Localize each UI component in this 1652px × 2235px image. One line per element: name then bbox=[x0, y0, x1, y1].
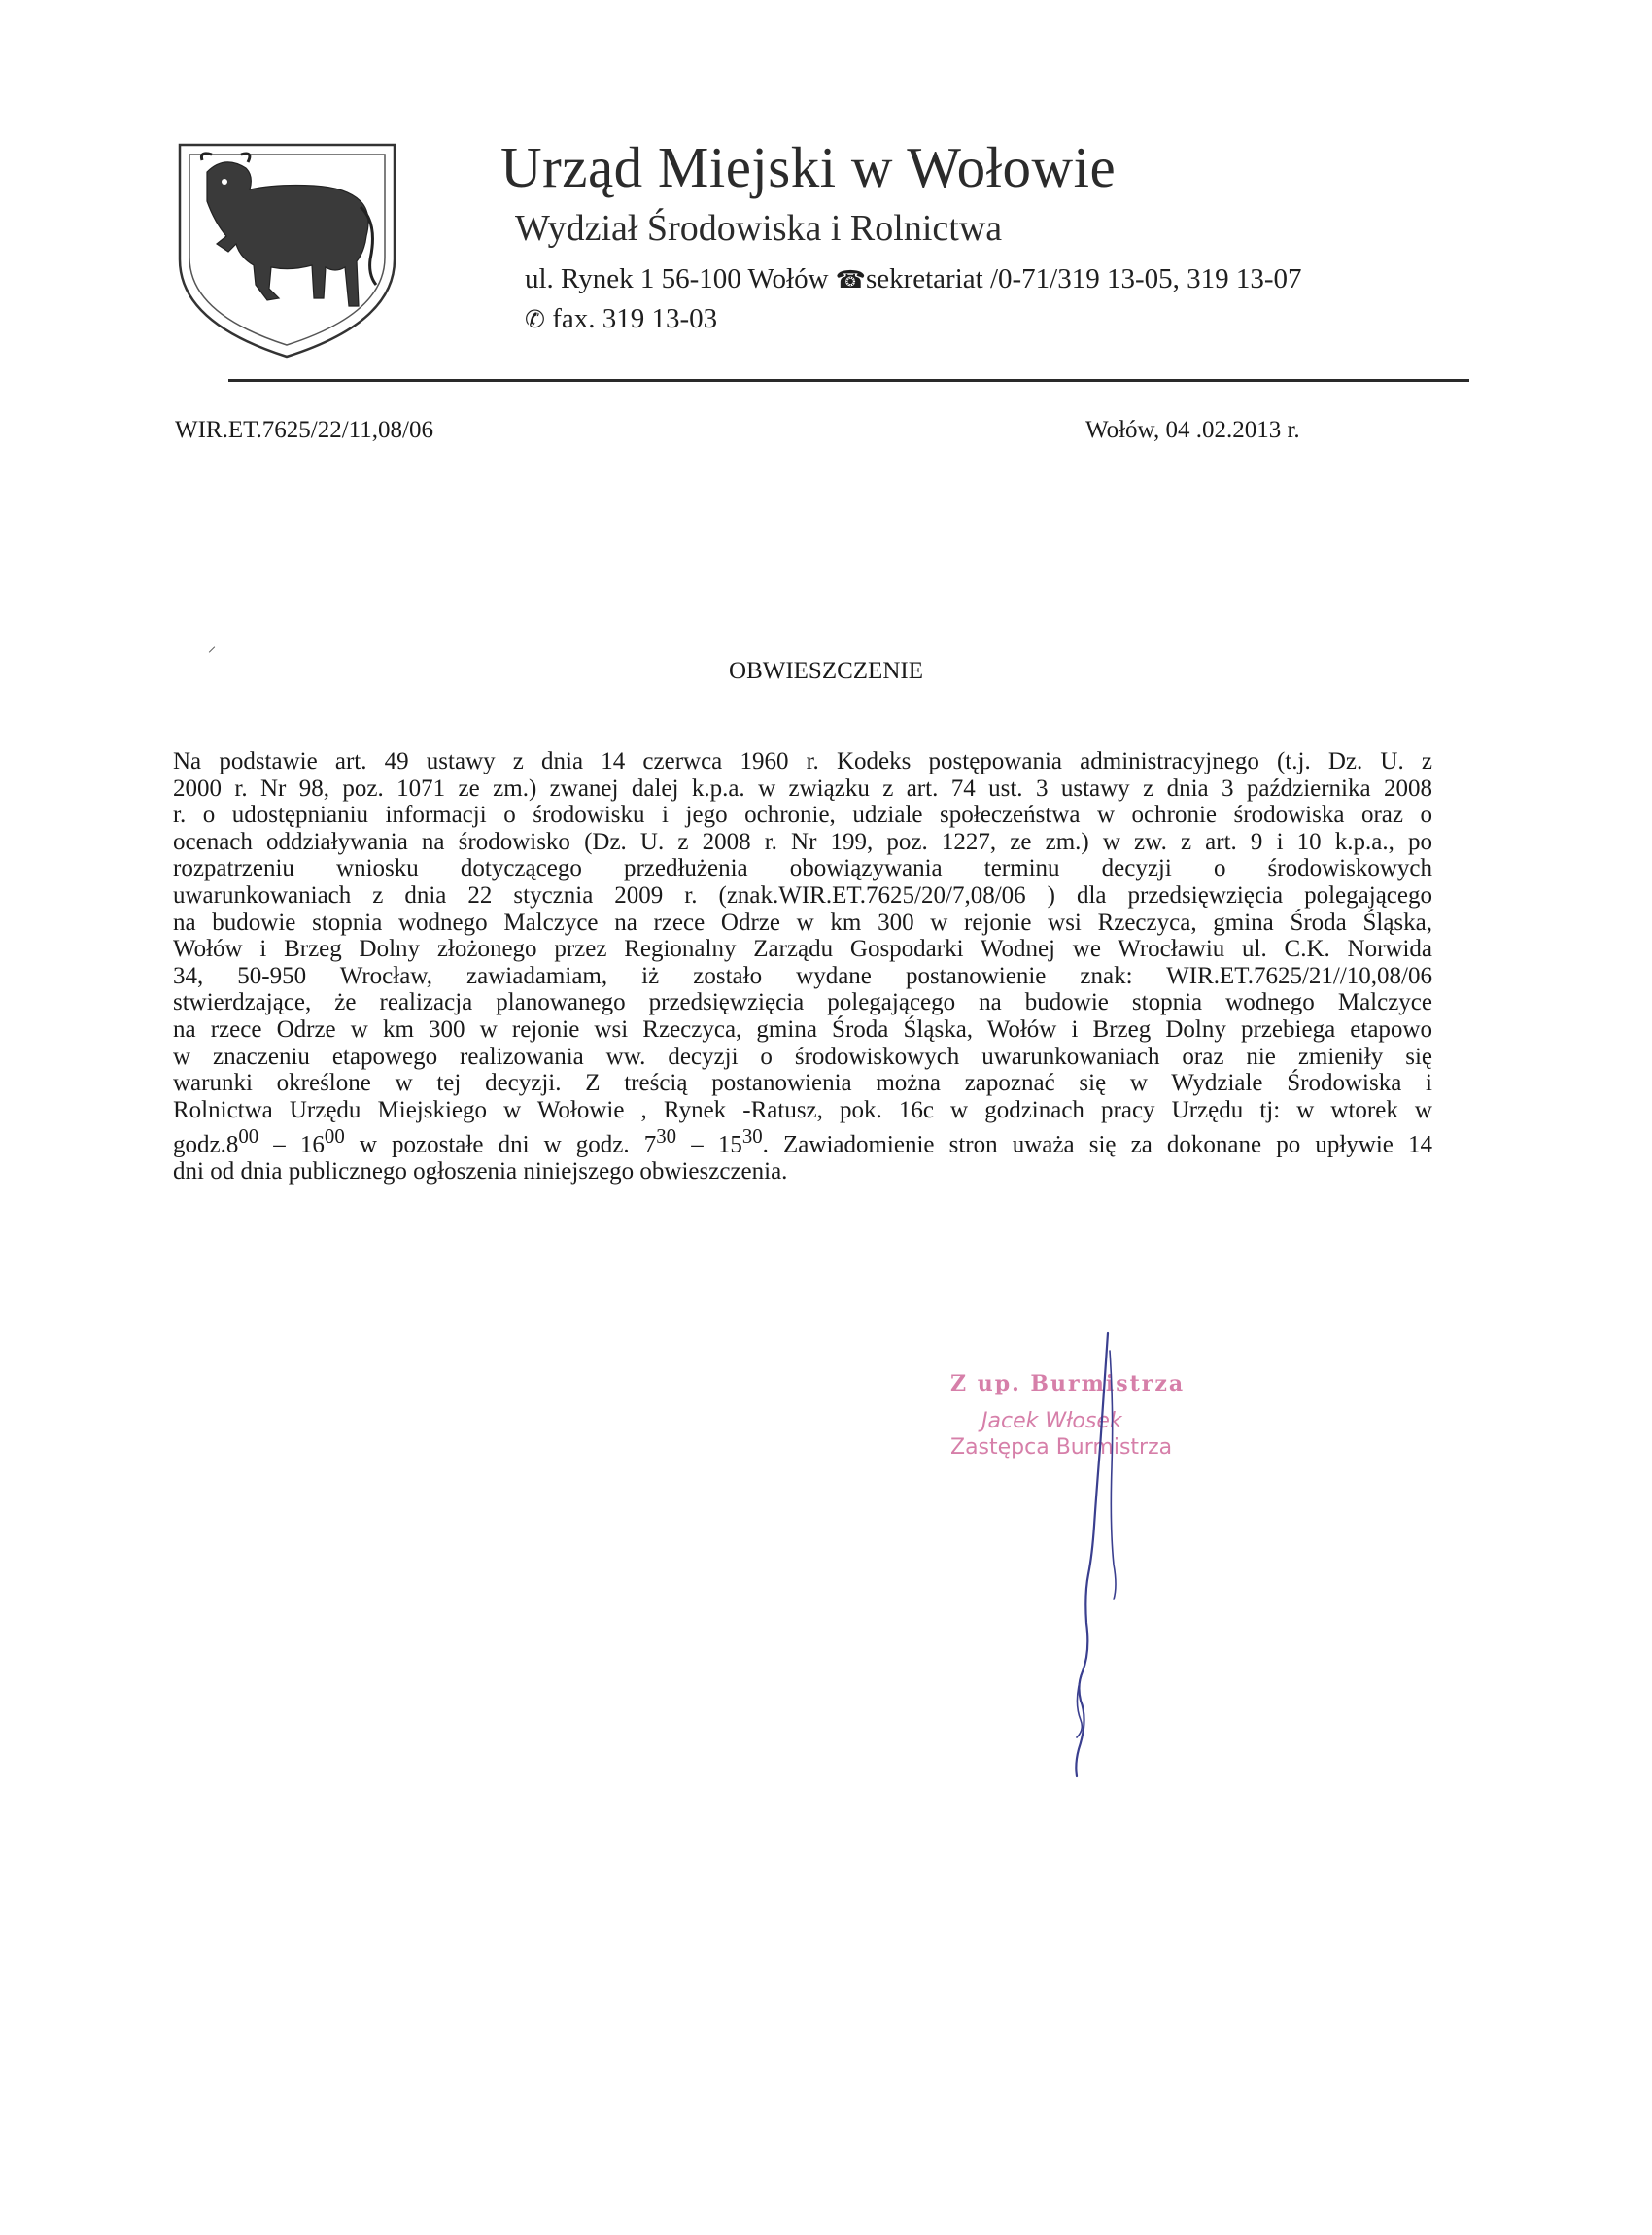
body-line: 2000 r. Nr 98, poz. 1071 ze zm.) zwanej dalej k.p.a. w związku z art. 74 ust. 3 ustawy z dnia 3 października 2008 bbox=[173, 774, 1432, 802]
document-date: Wołów, 04 .02.2013 r. bbox=[1085, 417, 1300, 443]
handwritten-signature bbox=[1020, 1331, 1137, 1778]
hours-superscript: 30 bbox=[741, 1124, 763, 1149]
body-line: na budowie stopnia wodnego Malczyce na rzece Odrze w km 300 w rejonie wsi Rzeczyca, gmina Środa Śląska, bbox=[173, 909, 1432, 936]
telephone-icon: ☎ bbox=[835, 265, 866, 293]
office-name: Urząd Miejski w Wołowie bbox=[500, 135, 1117, 199]
body-line: Wołów i Brzeg Dolny złożonego przez Regionalny Zarządu Gospodarki Wodnej we Wrocławiu ul. C.K. Norwida bbox=[173, 936, 1432, 963]
body-line: r. o udostępnianiu informacji o środowisku i jego ochronie, udziale społeczeństwa w ochronie środowiska oraz o bbox=[173, 802, 1432, 829]
announcement-body bbox=[173, 748, 1432, 1186]
body-line-hours bbox=[173, 1123, 1432, 1158]
body-line: rozpatrzeniu wniosku dotyczącego przedłużenia obowiązywania terminu decyzji o środowiskowych bbox=[173, 855, 1432, 882]
department-name: Wydział Środowiska i Rolnictwa bbox=[515, 208, 1003, 249]
hours-superscript: 30 bbox=[656, 1124, 677, 1149]
fax-number: fax. 319 13-03 bbox=[544, 303, 718, 334]
document-heading: OBWIESZCZENIE bbox=[729, 658, 923, 684]
hours-text: . Zawiadomienie stron uważa się za dokonane po upływie 14 bbox=[762, 1131, 1432, 1158]
hours-text: godz.8 bbox=[173, 1131, 239, 1158]
body-line: w znaczeniu etapowego realizowania ww. decyzji o środowiskowych uwarunkowaniach oraz nie zmieniły się bbox=[173, 1043, 1432, 1070]
body-line: Na podstawie art. 49 ustawy z dnia 14 czerwca 1960 r. Kodeks postępowania administracyjnego (t.j. Dz. U. z bbox=[173, 748, 1432, 774]
hours-text: – 16 bbox=[258, 1131, 325, 1158]
hours-text: w pozostałe dni w godz. 7 bbox=[344, 1131, 657, 1158]
reference-number: WIR.ET.7625/22/11,08/06 bbox=[175, 417, 433, 443]
stamp-authority: Z up. Burmistrza bbox=[950, 1371, 1186, 1396]
body-line: na rzece Odrze w km 300 w rejonie wsi Rzeczyca, gmina Środa Śląska, Wołów i Brzeg Dolny przebiega etapowo bbox=[173, 1015, 1432, 1043]
body-line: ocenach oddziaływania na środowisko (Dz. U. z 2008 r. Nr 199, poz. 1227, ze zm.) w zw. z art. 9 i 10 k.p.a., po bbox=[173, 828, 1432, 855]
body-line: stwierdzające, że realizacja planowanego przedsięwzięcia polegającego na budowie stopnia wodnego Malczyce bbox=[173, 989, 1432, 1016]
stamp-title: Zastępca Burmistrza bbox=[950, 1435, 1173, 1460]
body-line: Rolnictwa Urzędu Miejskiego w Wołowie , Rynek -Ratusz, pok. 16c w godzinach pracy Urzędu tj: w wtorek w bbox=[173, 1096, 1432, 1123]
body-line: 34, 50-950 Wrocław, zawiadamiam, iż zostało wydane postanowienie znak: WIR.ET.7625/21//10,08/06 bbox=[173, 962, 1432, 989]
hours-superscript: 00 bbox=[238, 1124, 259, 1149]
body-line: dni od dnia publicznego ogłoszenia niniejszego obwieszczenia. bbox=[173, 1158, 788, 1186]
stamp-name: Jacek Włosek bbox=[981, 1409, 1122, 1433]
body-line: warunki określone w tej decyzji. Z treścią postanowienia można zapoznać się w Wydziale Środowiska i bbox=[173, 1070, 1432, 1097]
phone-numbers: sekretariat /0-71/319 13-05, 319 13-07 bbox=[865, 263, 1302, 294]
hours-text: – 15 bbox=[676, 1131, 742, 1158]
address-line bbox=[525, 265, 1302, 293]
fax-phone-icon: ✆ bbox=[525, 305, 545, 333]
address-text: ul. Rynek 1 56-100 Wołów bbox=[525, 263, 836, 294]
scan-mark bbox=[209, 646, 215, 652]
body-line: uwarunkowaniach z dnia 22 stycznia 2009 r. (znak.WIR.ET.7625/20/7,08/06 ) dla przedsięwzięcia polegającego bbox=[173, 881, 1432, 909]
hours-superscript: 00 bbox=[324, 1124, 345, 1149]
header-divider bbox=[228, 379, 1469, 382]
coat-of-arms-logo bbox=[178, 143, 396, 359]
fax-line bbox=[525, 305, 717, 333]
